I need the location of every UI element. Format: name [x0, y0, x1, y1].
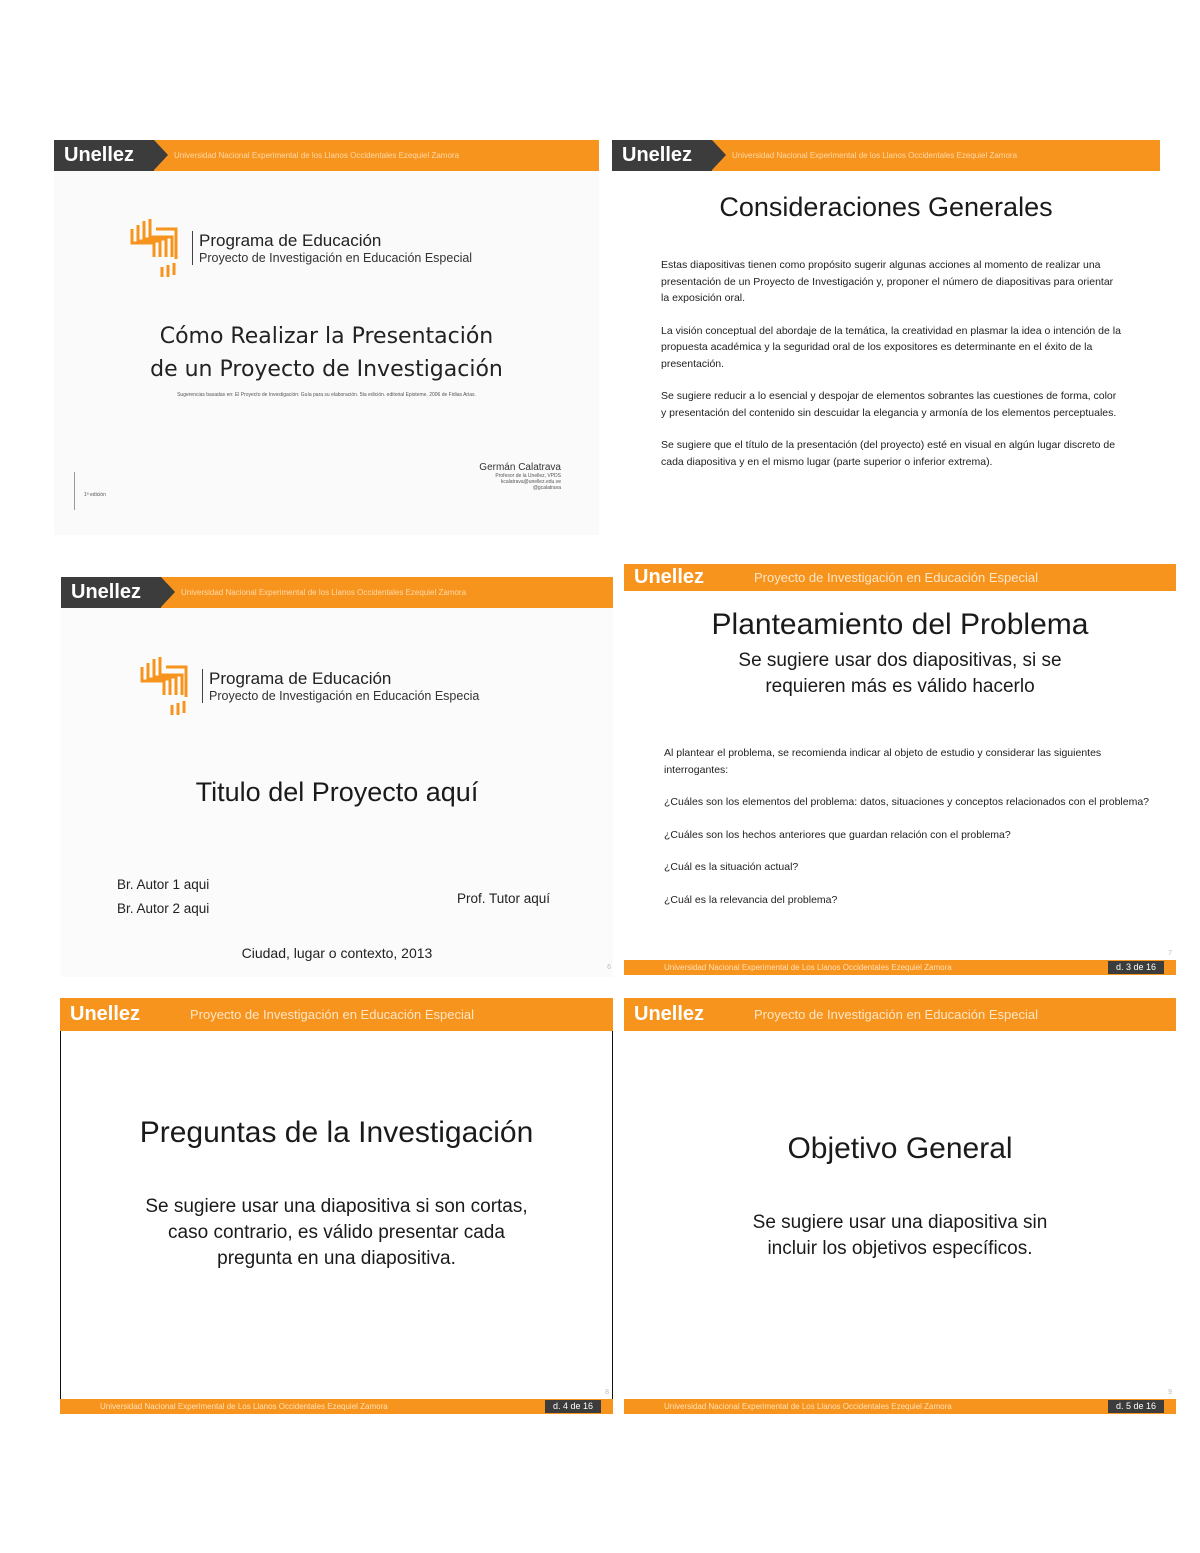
slide-footer	[624, 1399, 1176, 1414]
slide-1	[54, 140, 599, 535]
footer-university: Universidad Nacional Experimental de Los Llanos Occidentales Ezequiel Zamora	[664, 963, 952, 972]
program-logo	[126, 215, 472, 281]
brand-logo: Unellez	[54, 140, 154, 171]
slide-footer	[60, 1399, 613, 1414]
slide-title: Planteamiento del Problema	[711, 608, 1089, 641]
author-email: kcalatrava@unellez.edu.ve	[500, 479, 561, 485]
header-project: Proyecto de Investigación en Educación Especial	[754, 1007, 1039, 1022]
slide-header	[624, 564, 1176, 591]
page-indicator: d. 3 de 16	[1108, 961, 1164, 974]
considerations-text	[661, 257, 1121, 486]
footer-university: Universidad Nacional Experimental de Los Llanos Occidentales Ezequiel Zamora	[664, 1402, 952, 1411]
brand-logo: Unellez	[61, 577, 161, 608]
header-university: Universidad Nacional Experimental de los Llanos Occidentales Ezequiel Zamora	[174, 151, 460, 160]
slide-number: 8	[605, 1389, 609, 1396]
slide-5	[60, 998, 613, 1414]
logo-subtitle: Proyecto de Investigación en Educación Especia	[209, 689, 480, 703]
list-item: ¿Cuáles son los elementos del problema: datos, situaciones y conceptos relacionados con el problema?	[664, 796, 1150, 808]
author-role: Profesor de la Unellez, VPDS	[495, 473, 561, 479]
slide-title: Consideraciones Generales	[719, 192, 1053, 222]
paragraph: Estas diapositivas tienen como propósito sugerir algunas acciones al momento de realizar una presentación de un Proyecto de Investigación y, proponer el número de diapositivas para orientar la exposición oral.	[661, 259, 1114, 304]
slide-header	[54, 140, 599, 171]
header-university: Universidad Nacional Experimental de los Llanos Occidentales Ezequiel Zamora	[181, 588, 467, 597]
slide-header	[612, 140, 1160, 171]
header-project: Proyecto de Investigación en Educación Especial	[190, 1007, 475, 1022]
author-name: Germán Calatrava	[479, 462, 561, 473]
slide-subtitle: Se sugiere usar dos diapositivas, si se requieren más es válido hacerlo	[738, 650, 1062, 697]
slide-subtitle: Se sugiere usar una diapositiva sin incluir los objetivos específicos.	[752, 1212, 1048, 1259]
list-item: ¿Cuál es la relevancia del problema?	[664, 893, 838, 906]
slide-subtitle: Se sugiere usar una diapositiva si son cortas, caso contrario, es válido presentar cada pregunta en una diapositiva.	[145, 1196, 528, 1269]
slide-6	[624, 998, 1176, 1414]
list-item: ¿Cuáles son los hechos anteriores que guardan relación con el problema?	[664, 828, 1011, 841]
author-handle: @gcalatrava	[532, 485, 561, 491]
problem-questions	[664, 745, 1154, 924]
logo-subtitle: Proyecto de Investigación en Educación Especial	[199, 251, 473, 265]
author-2: Br. Autor 2 aqui	[117, 901, 210, 916]
program-logo	[136, 653, 479, 719]
list-item: Al plantear el problema, se recomienda indicar al objeto de estudio y considerar las siguientes interrogantes:	[664, 747, 1102, 776]
slide-3	[61, 577, 613, 977]
brand-logo: Unellez	[634, 566, 705, 588]
logo-title: Programa de Educación	[199, 231, 382, 250]
slide-header	[60, 998, 613, 1031]
slide-4	[624, 564, 1176, 975]
paragraph: La visión conceptual del abordaje de la temática, la creatividad en plasmar la idea o intención de la propuesta académica y la seguridad oral de los expositores es determinante en el éxito de la presentación.	[661, 324, 1121, 370]
unellez-emblem-icon	[136, 653, 194, 719]
slide-source-note: Sugerencias basadas en: El Proyecto de Investigación: Guía para su elaboración. 5ta edición. editorial Episteme. 2006 de Fidias Arias.	[177, 392, 476, 398]
page-indicator: d. 4 de 16	[545, 1400, 601, 1413]
slide-number: 7	[1168, 950, 1172, 957]
logo-title: Programa de Educación	[209, 669, 392, 688]
slide-title: Cómo Realizar la Presentación de un Proyecto de Investigación	[150, 324, 503, 382]
place-date: Ciudad, lugar o contexto, 2013	[241, 945, 433, 961]
slide-number: 9	[1168, 1389, 1172, 1396]
paragraph: Se sugiere que el título de la presentación (del proyecto) esté en visual en algún lugar discreto de cada diapositiva y en el mismo lugar (parte superior o inferior extrema).	[661, 439, 1116, 468]
paragraph: Se sugiere reducir a lo esencial y despojar de elementos sobrantes las cuestiones de forma, color y presentación del contenido sin descuidar la elegancia y armonía de los elementos perceptuales.	[661, 390, 1117, 419]
brand-logo: Unellez	[612, 140, 712, 171]
list-item: ¿Cuál es la situación actual?	[664, 861, 799, 873]
author-1: Br. Autor 1 aqui	[117, 877, 210, 892]
edition-label: 1ª edición	[84, 492, 106, 498]
slide-title: Objetivo General	[787, 1132, 1013, 1165]
divider	[74, 472, 75, 510]
slide-title: Preguntas de la Investigación	[139, 1116, 534, 1149]
brand-logo: Unellez	[70, 1003, 141, 1025]
tutor: Prof. Tutor aquí	[457, 891, 551, 906]
project-title: Titulo del Proyecto aquí	[195, 777, 479, 807]
page-indicator: d. 5 de 16	[1108, 1400, 1164, 1413]
unellez-emblem-icon	[126, 215, 184, 281]
footer-university: Universidad Nacional Experimental de Los Llanos Occidentales Ezequiel Zamora	[100, 1402, 388, 1411]
brand-logo: Unellez	[634, 1003, 705, 1025]
slide-header	[61, 577, 613, 608]
slide-number: 6	[607, 964, 611, 971]
slide-footer	[624, 960, 1176, 975]
author-block	[479, 462, 561, 491]
header-project: Proyecto de Investigación en Educación Especial	[754, 570, 1039, 585]
slide-2	[612, 140, 1160, 535]
header-university: Universidad Nacional Experimental de los Llanos Occidentales Ezequiel Zamora	[732, 151, 1018, 160]
slide-header	[624, 998, 1176, 1031]
